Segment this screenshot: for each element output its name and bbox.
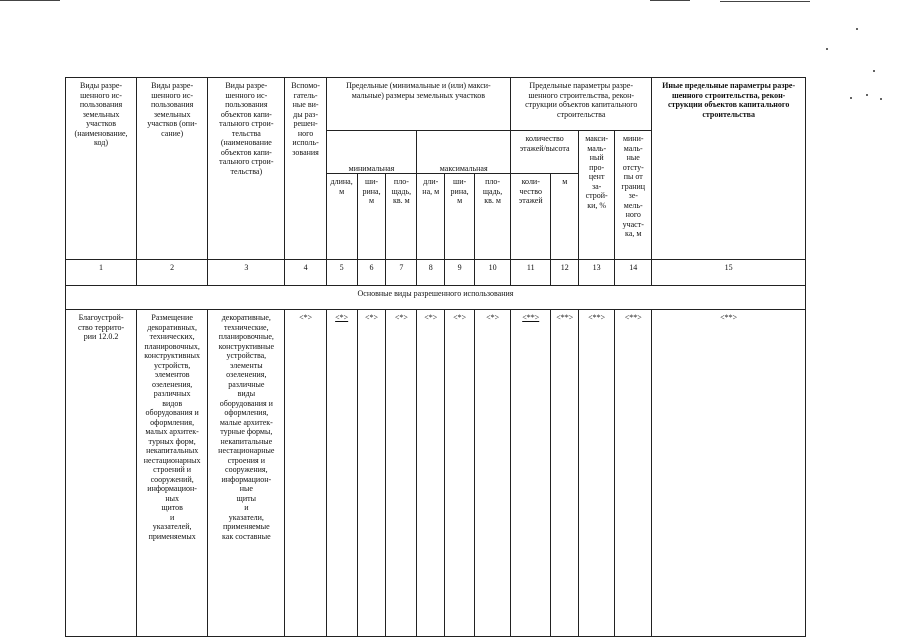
footnote-link[interactable]: <*> (335, 313, 349, 322)
header-auxiliary-use: Вспомо- гатель- ные ви- ды раз- решен- ного исполь- зования (285, 78, 326, 260)
column-number: 7 (386, 260, 417, 286)
row-land-use-name: Благоустрой- ство террито- рии 12.0.2 (66, 310, 137, 637)
header-min-setbacks: мини- маль- ные отсту- пы от границ зе- мель- ного участ- ка, м (615, 131, 652, 260)
header-floors-height: количество этажей/высота (511, 131, 579, 174)
header-height-m: м (551, 174, 579, 260)
column-number: 13 (579, 260, 615, 286)
header-min (326, 131, 417, 174)
header-max-length: дли- на, м (417, 174, 445, 260)
row-max-build-percent: <**> (579, 310, 615, 637)
header-land-use-description: Виды разре- шенного ис- пользования земельных участков (опи- сание) (137, 78, 208, 260)
column-number: 9 (445, 260, 475, 286)
row-land-use-description: Размещение декоративных, технических, планировочных, конструктивных устройств, элементов озеленения, различных видов оборудования и оформления, малых архитек- турных форм, некапитальных нестационарных строений и сооружений, информацион- ных щитов и указателей, применяемых (137, 310, 208, 637)
header-max-width: ши- рина, м (445, 174, 475, 260)
scan-speck (880, 98, 882, 100)
column-number: 8 (417, 260, 445, 286)
row-max-length: <*> (417, 310, 445, 637)
header-max-label: максимальная (439, 163, 488, 173)
scan-speck (850, 97, 852, 99)
column-number: 2 (137, 260, 208, 286)
column-number: 6 (357, 260, 386, 286)
row-min-length (326, 310, 357, 637)
regulation-table (65, 77, 806, 637)
scan-speck (866, 94, 868, 96)
header-min-label: минимальная (348, 163, 395, 173)
scan-edge-mark (0, 0, 60, 1)
header-min-length: длина, м (326, 174, 357, 260)
scan-speck (856, 28, 858, 30)
footnote-link[interactable]: <**> (522, 313, 540, 322)
column-number: 12 (551, 260, 579, 286)
section-title: Основные виды разрешенного использования (66, 286, 806, 310)
row-max-width: <*> (445, 310, 475, 637)
scan-speck (873, 70, 875, 72)
column-number: 14 (615, 260, 652, 286)
row-min-area: <*> (386, 310, 417, 637)
row-min-width: <*> (357, 310, 386, 637)
scan-edge-mark (720, 1, 810, 2)
row-capital-objects: декоративные, технические, планировочные, конструктивные устройства, элементы озеленения, различные виды оборудования и оформления, малые архитек- турные формы, некапитальные нестационарные строения и сооружения, информацион- ные щиты и указатели, применяемые как составные (208, 310, 285, 637)
header-land-use-name: Виды разре- шенного ис- пользования земельных участков (наименование, код) (66, 78, 137, 260)
row-floor-count (511, 310, 551, 637)
column-number: 15 (652, 260, 806, 286)
column-number: 4 (285, 260, 326, 286)
scan-speck (826, 48, 828, 50)
header-land-plot-sizes: Предельные (минимальные и (или) макси- мальные) размеры земельных участков (326, 78, 510, 131)
row-auxiliary-use: <*> (285, 310, 326, 637)
row-other-parameters: <**> (652, 310, 806, 637)
column-number: 3 (208, 260, 285, 286)
header-max-build-percent: макси- маль- ный про- цент за- строй- ки, % (579, 131, 615, 260)
header-capital-objects: Виды разре- шенного ис- пользования объектов капи- тального строи- тельства (наименование объектов капи- тального строи- тельства) (208, 78, 285, 260)
row-max-area: <*> (475, 310, 511, 637)
column-number: 5 (326, 260, 357, 286)
header-other-parameters: Иные предельные параметры разре- шенного строительства, рекон- струкции объектов капитального строительства (652, 78, 806, 260)
header-construction-parameters: Предельные параметры разре- шенного строительства, рекон- струкции объектов капитального строительства (511, 78, 652, 131)
header-floor-count: коли- чество этажей (511, 174, 551, 260)
row-min-setbacks: <**> (615, 310, 652, 637)
header-min-area: пло- щадь, кв. м (386, 174, 417, 260)
scan-edge-mark (650, 0, 690, 1)
header-min-width: ши- рина, м (357, 174, 386, 260)
header-max (417, 131, 511, 174)
column-number: 11 (511, 260, 551, 286)
header-max-area: пло- щадь, кв. м (475, 174, 511, 260)
column-number: 1 (66, 260, 137, 286)
row-height-m: <**> (551, 310, 579, 637)
column-number: 10 (475, 260, 511, 286)
